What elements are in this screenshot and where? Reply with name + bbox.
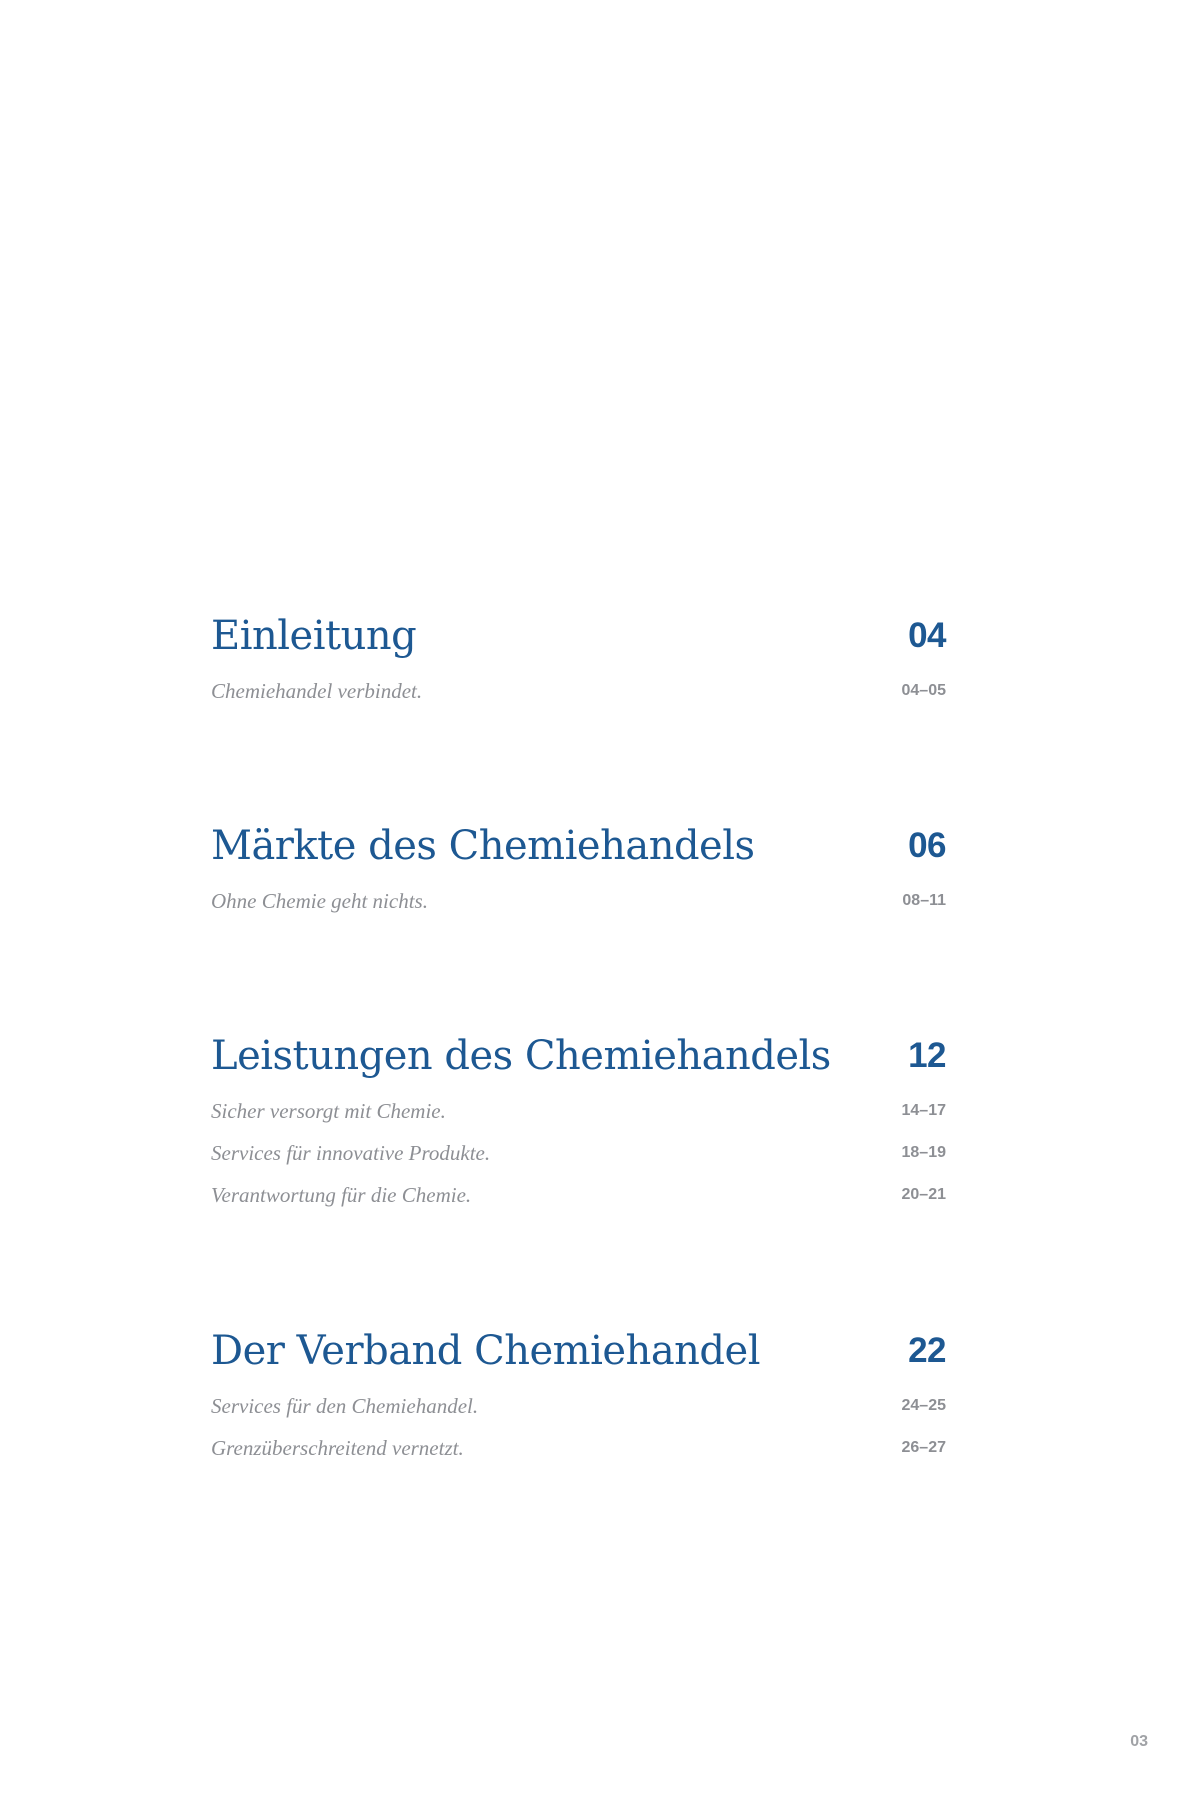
toc-subsection-item [211,672,946,714]
toc-subsection-pages: 26–27 [901,1439,946,1456]
toc-section-page: 06 [908,826,946,865]
toc-subsection-pages: 14–17 [901,1102,946,1119]
toc-subsection-item [211,882,946,924]
toc-subsection-title: Ohne Chemie geht nichts. [211,889,428,913]
toc-section-page: 04 [908,616,946,655]
toc-subsection-pages: 20–21 [901,1186,946,1203]
toc-subsection-title: Chemiehandel verbindet. [211,679,423,703]
toc-subsection-title: Services für innovative Produkte. [211,1141,491,1165]
toc-subsection-item [211,1429,946,1471]
toc-subsection-list [211,882,946,924]
toc-section-title: Der Verband Chemiehandel [211,1328,760,1374]
toc-subsection-pages: 04–05 [901,682,946,699]
toc-subsection-title: Grenzüberschreitend vernetzt. [211,1436,464,1460]
toc-subsection-item [211,1176,946,1218]
toc-subsection-title: Sicher versorgt mit Chemie. [211,1099,446,1123]
toc-section-page: 22 [908,1331,946,1370]
toc-subsection-pages: 08–11 [902,892,946,909]
toc-section-leistungen [211,1032,946,1218]
toc-section-page: 12 [908,1036,946,1075]
toc-section-maerkte [211,822,946,924]
toc-subsection-list [211,1387,946,1471]
page-number: 03 [1130,1733,1148,1750]
toc-subsection-title: Services für den Chemiehandel. [211,1394,479,1418]
toc-section-header [211,1327,946,1387]
toc-subsection-item [211,1387,946,1429]
toc-section-header [211,1032,946,1092]
toc-subsection-pages: 18–19 [901,1144,946,1161]
toc-subsection-pages: 24–25 [901,1397,946,1414]
toc-section-title: Einleitung [211,613,417,659]
toc-subsection-item [211,1134,946,1176]
toc-subsection-item [211,1092,946,1134]
toc-section-verband [211,1327,946,1471]
toc-subsection-list [211,672,946,714]
toc-subsection-title: Verantwortung für die Chemie. [211,1183,472,1207]
toc-section-einleitung [211,612,946,714]
toc-section-header [211,822,946,882]
toc-subsection-list [211,1092,946,1218]
toc-section-header [211,612,946,672]
toc-section-title: Leistungen des Chemiehandels [211,1033,831,1079]
toc-section-title: Märkte des Chemiehandels [211,823,755,869]
